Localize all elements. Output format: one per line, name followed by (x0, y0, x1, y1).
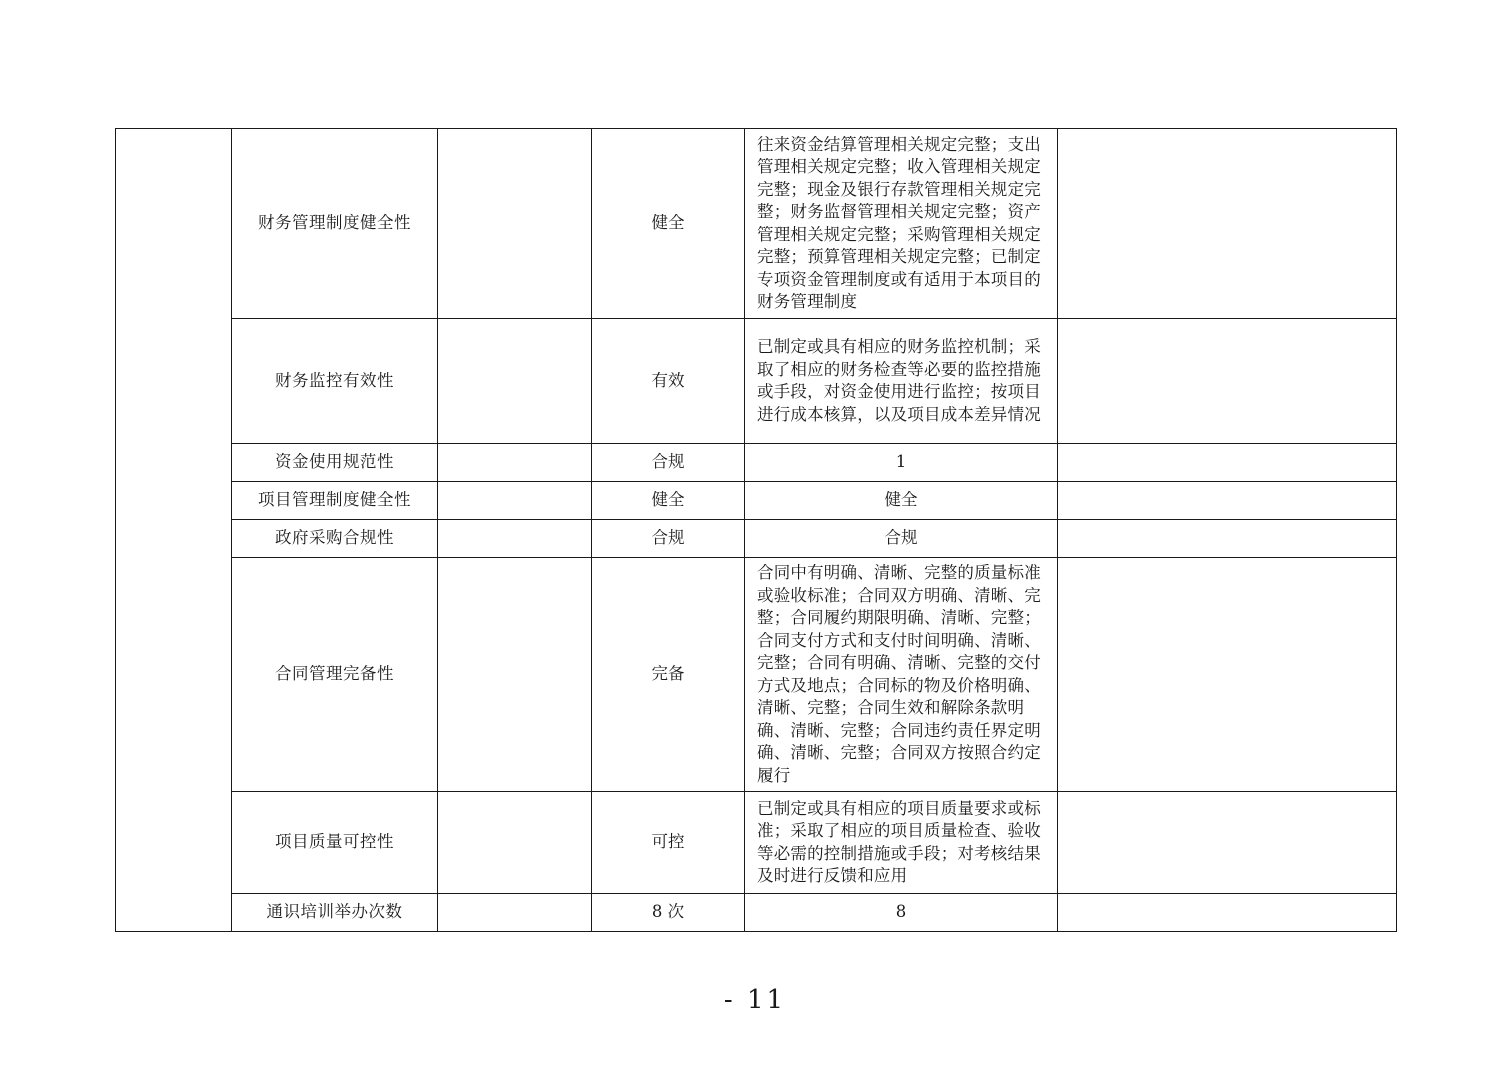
actual-value-cell: 健全 (745, 482, 1058, 520)
secondary-indicator-cell (438, 520, 592, 558)
remarks-cell (1058, 558, 1397, 792)
target-value-cell: 完备 (592, 558, 745, 792)
actual-value-cell: 1 (745, 444, 1058, 482)
table-row (116, 482, 1397, 520)
target-value-cell: 健全 (592, 129, 745, 319)
target-value-cell: 有效 (592, 319, 745, 444)
indicator-name-cell: 财务监控有效性 (232, 319, 438, 444)
page-number: - 11 (723, 985, 787, 1015)
category-cell-merged (116, 129, 232, 932)
secondary-indicator-cell (438, 129, 592, 319)
table-row (116, 444, 1397, 482)
table-row (116, 319, 1397, 444)
target-value-cell: 健全 (592, 482, 745, 520)
indicator-name-cell: 财务管理制度健全性 (232, 129, 438, 319)
secondary-indicator-cell (438, 894, 592, 932)
actual-value-cell: 往来资金结算管理相关规定完整；支出管理相关规定完整；收入管理相关规定完整；现金及银行存款管理相关规定完整；财务监督管理相关规定完整；资产管理相关规定完整；采购管理相关规定完整；预算管理相关规定完整；已制定专项资金管理制度或有适用于本项目的财务管理制度 (745, 129, 1058, 319)
secondary-indicator-cell (438, 444, 592, 482)
table-row (116, 792, 1397, 894)
indicator-name-cell: 资金使用规范性 (232, 444, 438, 482)
indicator-name-cell: 项目管理制度健全性 (232, 482, 438, 520)
target-value-cell: 可控 (592, 792, 745, 894)
performance-indicator-table (115, 128, 1397, 932)
target-value-cell: 合规 (592, 520, 745, 558)
remarks-cell (1058, 894, 1397, 932)
remarks-cell (1058, 792, 1397, 894)
secondary-indicator-cell (438, 482, 592, 520)
table-row (116, 520, 1397, 558)
indicator-name-cell: 项目质量可控性 (232, 792, 438, 894)
indicator-name-cell: 政府采购合规性 (232, 520, 438, 558)
actual-value-cell: 合规 (745, 520, 1058, 558)
actual-value-cell: 8 (745, 894, 1058, 932)
target-value-cell: 合规 (592, 444, 745, 482)
actual-value-cell: 合同中有明确、清晰、完整的质量标准或验收标准；合同双方明确、清晰、完整；合同履约期限明确、清晰、完整；合同支付方式和支付时间明确、清晰、完整；合同有明确、清晰、完整的交付方式及地点；合同标的物及价格明确、清晰、完整；合同生效和解除条款明确、清晰、完整；合同违约责任界定明确、清晰、完整；合同双方按照合约定履行 (745, 558, 1058, 792)
actual-value-cell: 已制定或具有相应的项目质量要求或标准；采取了相应的项目质量检查、验收等必需的控制措施或手段；对考核结果及时进行反馈和应用 (745, 792, 1058, 894)
secondary-indicator-cell (438, 319, 592, 444)
target-value-cell: 8 次 (592, 894, 745, 932)
indicator-name-cell: 合同管理完备性 (232, 558, 438, 792)
indicator-table-container (115, 128, 1396, 932)
remarks-cell (1058, 520, 1397, 558)
remarks-cell (1058, 482, 1397, 520)
secondary-indicator-cell (438, 558, 592, 792)
remarks-cell (1058, 444, 1397, 482)
table-row (116, 129, 1397, 319)
table-row (116, 894, 1397, 932)
remarks-cell (1058, 319, 1397, 444)
indicator-name-cell: 通识培训举办次数 (232, 894, 438, 932)
secondary-indicator-cell (438, 792, 592, 894)
table-row (116, 558, 1397, 792)
actual-value-cell: 已制定或具有相应的财务监控机制；采取了相应的财务检查等必要的监控措施或手段，对资金使用进行监控；按项目进行成本核算，以及项目成本差异情况 (745, 319, 1058, 444)
remarks-cell (1058, 129, 1397, 319)
